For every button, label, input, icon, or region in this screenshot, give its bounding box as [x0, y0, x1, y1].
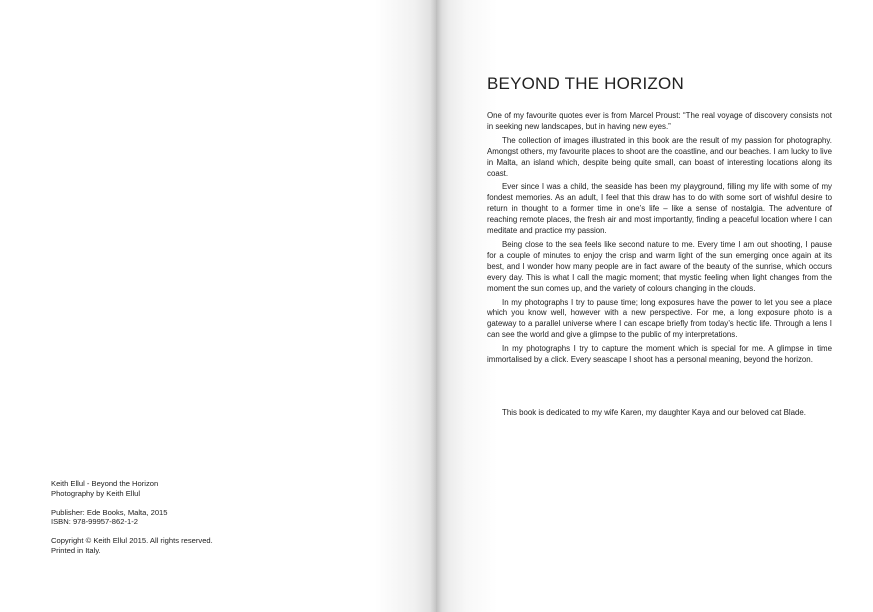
- left-page: [0, 0, 436, 612]
- paragraph: In my photographs I try to capture the moment which is special for me. A glimpse in time immortalised by a click. Every seascape I shoot has a personal meaning, beyond the horizon.: [487, 344, 832, 365]
- dedication: This book is dedicated to my wife Karen, my daughter Kaya and our beloved cat Blade.: [502, 408, 806, 417]
- colophon: [51, 479, 351, 565]
- colophon-author-line: Keith Ellul - Beyond the Horizon: [51, 479, 159, 488]
- colophon-credits: [51, 479, 351, 498]
- colophon-copyright-line: Copyright © Keith Ellul 2015. All rights reserved.: [51, 536, 213, 546]
- colophon-photography-line: Photography by Keith Ellul: [51, 488, 141, 498]
- paragraph: Ever since I was a child, the seaside has been my playground, filling my life with some of my fondest memories. As an adult, I feel that this draw has to do with some sort of wishful desire to return in thought to a former time in one’s life – like a sense of nostalgia. The adventure of reaching remote places, the fresh air and most importantly, finding a peaceful location where I can meditate and practice my passion.: [487, 182, 832, 236]
- paragraph: In my photographs I try to pause time; long exposures have the power to let you see a place which you know well, however with a new perspective. For me, a long exposure photo is a gateway to a parallel universe where I can escape briefly from today’s hectic life. Through a lens I can see the world and give a glimpse to the public of my interpretations.: [487, 297, 832, 340]
- page-title: BEYOND THE HORIZON: [487, 74, 684, 93]
- colophon-publishing: [51, 508, 351, 527]
- paragraph: Being close to the sea feels like second nature to me. Every time I am out shooting, I pause for a couple of minutes to enjoy the crisp and warm light of the sun emerging once again at its best, and I wonder how many people are in fact aware of the beauty of the sunrise, which occurs every day. This is what I call the magic moment; that mystic feeling when light changes from the moment the sun comes up, and the variety of colours changing in the clouds.: [487, 239, 832, 293]
- paragraph: One of my favourite quotes ever is from Marcel Proust: “The real voyage of discovery consists not in seeking new landscapes, but in having new eyes.”: [487, 111, 832, 131]
- intro-text: [487, 111, 832, 369]
- colophon-printed-line: Printed in Italy.: [51, 545, 101, 555]
- paragraph: The collection of images illustrated in this book are the result of my passion for photography. Amongst others, my favourite places to shoot are the coastline, and our beaches. I am lucky to live in Malta, an island which, despite being quite small, can boast of interesting locations along its coast.: [487, 135, 832, 178]
- book-spine-shadow: [430, 0, 442, 612]
- colophon-rights: [51, 536, 351, 555]
- colophon-isbn-line: ISBN: 978-99957-862-1-2: [51, 517, 138, 527]
- colophon-publisher-line: Publisher: Ede Books, Malta, 2015: [51, 507, 168, 517]
